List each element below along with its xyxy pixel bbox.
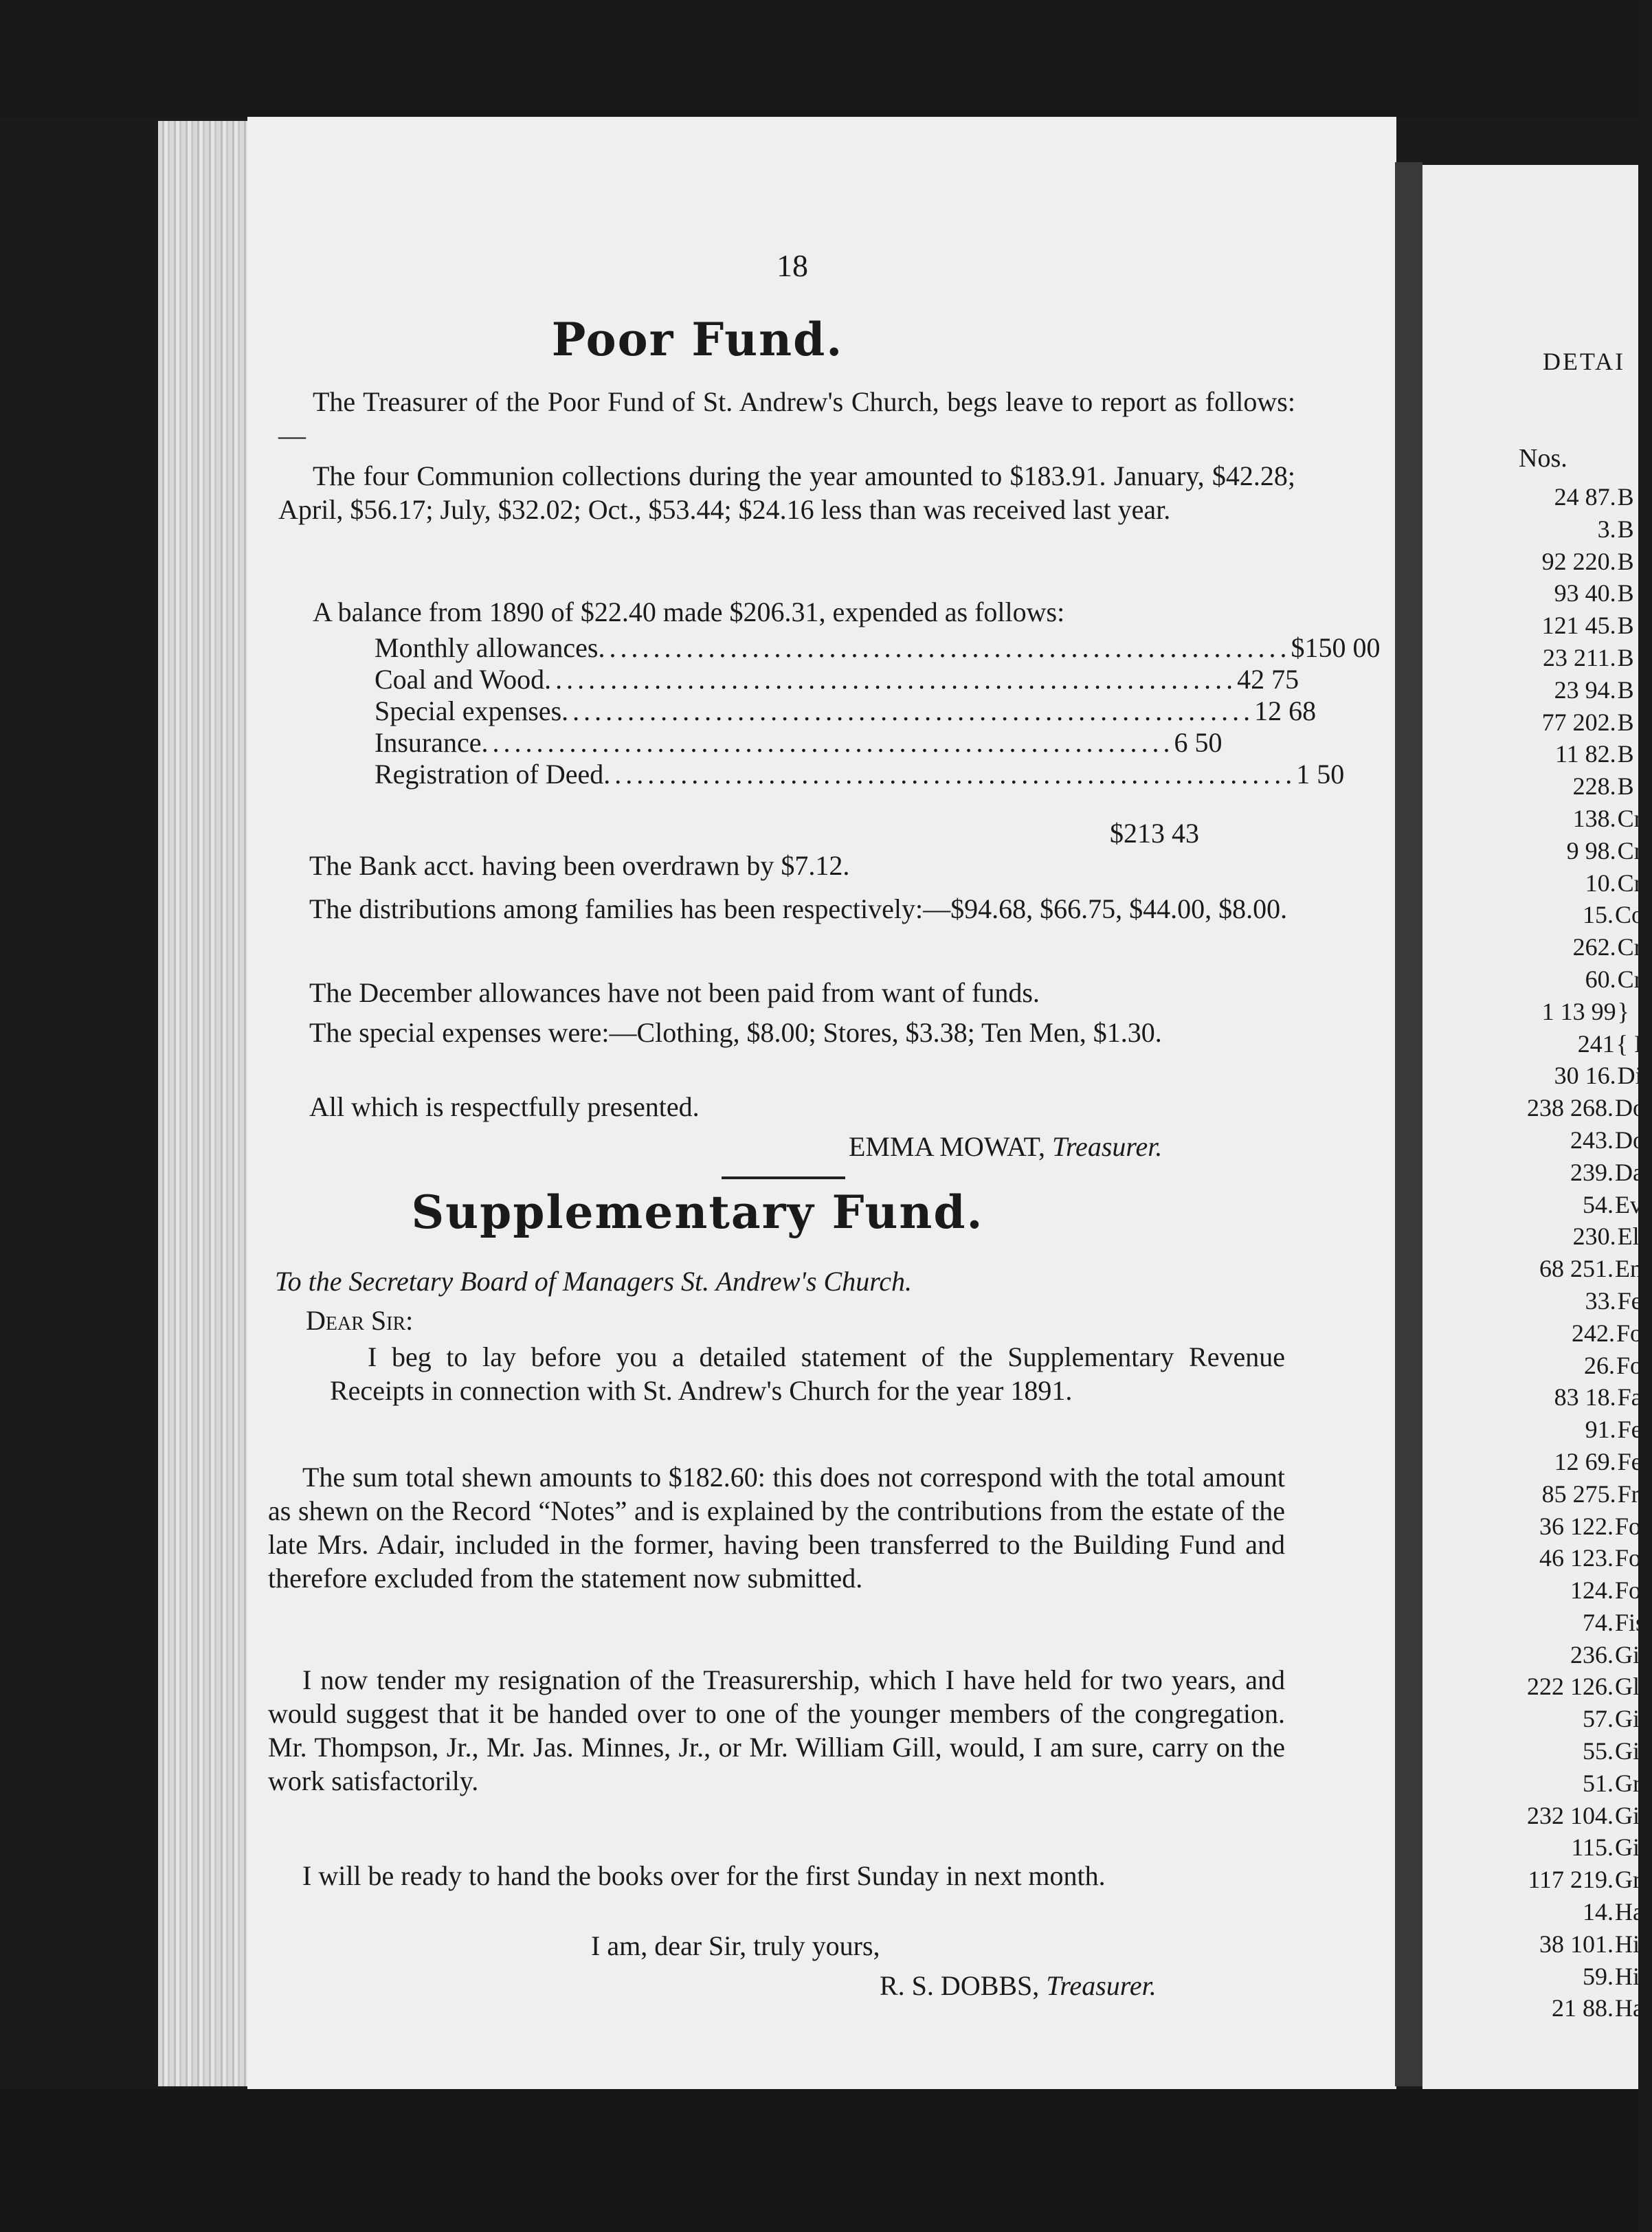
list-item-number: 85 275.	[1541, 1480, 1616, 1508]
list-item-name: Fe	[1617, 1416, 1642, 1444]
list-item-name: Gib	[1615, 1801, 1652, 1829]
list-item-number: 57.	[1583, 1705, 1614, 1733]
list-item-number: 26.	[1583, 1351, 1615, 1379]
list-item-number: 117 219.	[1528, 1866, 1614, 1894]
list-item-number: 236.	[1570, 1640, 1614, 1669]
list-item	[1436, 931, 1642, 963]
list-item-number: 230.	[1572, 1223, 1616, 1251]
list-item-name: B	[1617, 483, 1634, 511]
list-item-number: 239.	[1570, 1158, 1614, 1186]
list-item	[1436, 996, 1642, 1028]
list-item	[1436, 1350, 1642, 1382]
list-item	[1436, 899, 1642, 931]
list-item	[1436, 1414, 1642, 1446]
list-item	[1436, 835, 1642, 867]
list-item	[1436, 1767, 1652, 1800]
ledger-leader: ...............................................................	[481, 727, 1174, 758]
list-item-name: B	[1617, 547, 1634, 575]
list-item-number: 55.	[1583, 1737, 1614, 1765]
list-item-name: B	[1617, 579, 1634, 607]
list-item-name: Fa	[1617, 1383, 1642, 1411]
ledger-amount: 1 50	[1296, 759, 1345, 790]
supplementary-receipts: I beg to lay before you a detailed statement of the Supplementary Revenue Receipts in connection with St. Andrew's Church for the year 1891.	[330, 1341, 1285, 1406]
poor-fund-intro: The Treasurer of the Poor Fund of St. Andrew's Church, begs leave to report as follows:—	[278, 386, 1295, 451]
list-item	[1436, 1928, 1650, 1961]
list-item-number: 46 123.	[1539, 1544, 1614, 1572]
list-item-name: Co	[1615, 901, 1644, 929]
list-item	[1436, 1831, 1652, 1864]
signer-name: EMMA MOWAT,	[849, 1131, 1045, 1162]
poor-fund-signature	[849, 1130, 1162, 1163]
list-item-number: 33.	[1585, 1286, 1616, 1315]
list-item	[1436, 1253, 1642, 1285]
list-item	[1436, 1124, 1645, 1157]
list-item-number: 228.	[1572, 772, 1616, 801]
signer-name: R. S. DOBBS,	[880, 1970, 1040, 2001]
right-page-list	[1436, 481, 1652, 2024]
list-item-name: His	[1615, 1962, 1650, 1990]
list-item-name: B	[1617, 772, 1634, 801]
list-item	[1436, 513, 1642, 546]
list-item-number: 24 87.	[1554, 483, 1616, 511]
poor-fund-distributions: The distributions among families has been respectively:—$94.68, $66.75, $44.00, $8.00.	[309, 893, 1288, 924]
list-item-name: B	[1617, 515, 1634, 543]
list-item-number: 38 101.	[1539, 1930, 1614, 1958]
list-item-number: 242.	[1571, 1319, 1615, 1347]
list-item-number: 74.	[1583, 1608, 1614, 1636]
list-item-name: B	[1617, 708, 1634, 736]
list-item	[1436, 1028, 1642, 1060]
letter-closing: I am, dear Sir, truly yours,	[591, 1930, 880, 1961]
list-item-number: 10.	[1585, 869, 1616, 897]
ledger-label: Monthly allowances	[375, 632, 599, 663]
poor-fund-collections: The four Communion collections during the year amounted to $183.91. January, $42.28; April, $56.17; July, $32.02; Oct., $53.44; $24.16 less than was received last year.	[278, 460, 1295, 525]
list-item	[1436, 1189, 1642, 1221]
list-item	[1436, 1703, 1647, 1735]
list-item-name: B	[1617, 740, 1634, 768]
page-number: 18	[777, 248, 808, 283]
letter-salutation: Dear Sir:	[306, 1305, 414, 1336]
list-item-number: 12 69.	[1554, 1447, 1616, 1475]
right-page-heading: DETAI	[1543, 348, 1626, 375]
list-item	[1436, 1574, 1649, 1607]
list-item-name: Cr	[1617, 933, 1642, 961]
ledger-amount: 12 68	[1254, 695, 1317, 726]
list-item-number: 14.	[1583, 1898, 1614, 1926]
list-item-number: 3.	[1597, 515, 1616, 543]
list-item	[1436, 610, 1642, 642]
list-item-name: En	[1615, 1255, 1642, 1283]
list-item-name: { I	[1616, 1029, 1642, 1058]
scan-background-top	[0, 0, 1638, 117]
list-item-number: 23 211.	[1542, 643, 1616, 671]
list-item-number: 11 82.	[1554, 740, 1616, 768]
scan-background-bottom	[0, 2089, 1638, 2232]
supplementary-signature	[880, 1969, 1157, 2002]
list-item-number: 15.	[1583, 901, 1614, 929]
list-item-name: Gra	[1615, 1769, 1652, 1797]
signer-role: Treasurer.	[1051, 1131, 1163, 1162]
poor-fund-special: The special expenses were:—Clothing, $8.00; Stores, $3.38; Ten Men, $1.30.	[309, 1017, 1162, 1048]
list-item-number: 83 18.	[1554, 1383, 1616, 1411]
list-item	[1436, 1381, 1642, 1414]
ledger-label: Special expenses	[375, 695, 562, 726]
list-item	[1436, 1478, 1642, 1510]
list-item-number: 77 202.	[1541, 708, 1616, 736]
list-item-name: Fe	[1617, 1286, 1642, 1315]
list-item	[1436, 1961, 1650, 1993]
list-item	[1436, 963, 1642, 996]
expense-ledger	[375, 632, 1381, 849]
list-item-number: 1 13 99	[1541, 997, 1616, 1025]
list-item-name: Gil	[1615, 1705, 1647, 1733]
ledger-row	[375, 695, 1317, 727]
list-item-name: Da	[1615, 1158, 1644, 1186]
list-item-name: B	[1617, 643, 1634, 671]
ledger-label: Registration of Deed	[375, 759, 604, 790]
supplementary-fund-title: Supplementary Fund.	[411, 1185, 984, 1239]
poor-fund-balance: A balance from 1890 of $22.40 made $206.31, expended as follows:	[313, 596, 1065, 627]
list-item	[1436, 867, 1642, 900]
list-item	[1436, 1317, 1642, 1350]
list-item-name: Do	[1615, 1126, 1645, 1154]
list-item-name: Fr	[1617, 1480, 1640, 1508]
ledger-amount: 42 75	[1237, 664, 1299, 695]
list-item	[1436, 1992, 1652, 2024]
list-item	[1436, 1510, 1649, 1543]
list-item	[1436, 738, 1642, 770]
list-item	[1436, 674, 1642, 706]
list-item	[1436, 1735, 1647, 1767]
ledger-amount: 6 50	[1174, 727, 1223, 758]
list-item-name: Fol	[1615, 1544, 1649, 1572]
list-item-number: 51.	[1583, 1769, 1614, 1797]
letter-address: To the Secretary Board of Managers St. Andrew's Church.	[275, 1266, 913, 1297]
list-item	[1436, 1446, 1642, 1478]
poor-fund-overdraft: The Bank acct. having been overdrawn by $7.12.	[309, 850, 850, 881]
list-item-name: B	[1617, 612, 1634, 640]
list-item-name: Do	[1615, 1094, 1645, 1122]
list-item	[1436, 1157, 1642, 1189]
ledger-total-row	[375, 818, 1199, 849]
list-item	[1436, 1092, 1645, 1124]
list-item-number: 115.	[1571, 1833, 1614, 1862]
list-item	[1436, 1800, 1652, 1832]
list-item-name: Gil	[1615, 1640, 1647, 1669]
list-item-number: 30 16.	[1554, 1062, 1616, 1090]
list-item	[1436, 706, 1642, 739]
list-item-name: Fe	[1617, 1447, 1642, 1475]
list-item-name: Fo	[1616, 1319, 1642, 1347]
list-item-name: Gla	[1615, 1673, 1651, 1701]
list-item-name: B	[1617, 676, 1634, 704]
list-item-name: }	[1617, 997, 1629, 1025]
list-item	[1436, 1671, 1651, 1703]
poor-fund-december: The December allowances have not been paid from want of funds.	[309, 977, 1040, 1008]
list-item	[1436, 770, 1642, 803]
list-item-name: El	[1617, 1223, 1640, 1251]
supplementary-resignation: I now tender my resignation of the Treasurership, which I have held for two years, and would suggest that it be handed over to one of the younger members of the congregation. Mr. Thompson, Jr., Mr. Jas. Minnes, Jr., or Mr. William Gill, would, I am sure, carry on the work satisfactorily.	[268, 1664, 1285, 1796]
list-item-number: 93 40.	[1554, 579, 1616, 607]
list-item	[1436, 1542, 1649, 1574]
list-item	[1436, 1285, 1642, 1317]
list-item-name: Fol	[1615, 1512, 1649, 1540]
list-item	[1436, 1220, 1642, 1253]
list-item-name: Cr	[1617, 836, 1642, 864]
list-item-name: His	[1615, 1930, 1650, 1958]
book-page-edges	[158, 121, 254, 2086]
list-item-number: 23 94.	[1554, 676, 1616, 704]
list-item-number: 124.	[1570, 1576, 1614, 1605]
list-item-name: Cr	[1617, 804, 1642, 832]
ledger-row	[375, 759, 1345, 790]
ledger-leader: ...............................................................	[603, 759, 1297, 790]
list-item-name: Ev	[1615, 1190, 1642, 1218]
ledger-row	[375, 632, 1381, 664]
list-item-number: 36 122.	[1539, 1512, 1614, 1540]
section-divider	[722, 1176, 845, 1179]
list-item	[1436, 577, 1642, 610]
list-item	[1436, 1607, 1646, 1639]
list-item-number: 138.	[1572, 804, 1616, 832]
ledger-leader: ...............................................................	[561, 695, 1255, 726]
list-item-name: Cr	[1617, 965, 1642, 993]
ledger-row	[375, 664, 1299, 695]
list-item-name: Fo	[1616, 1351, 1642, 1379]
list-item-number: 222 126.	[1527, 1673, 1614, 1701]
book-gutter	[1395, 162, 1422, 2086]
ledger-leader: ...............................................................	[544, 664, 1238, 695]
poor-fund-closing: All which is respectfully presented.	[309, 1091, 700, 1122]
list-item-name: Gra	[1615, 1866, 1652, 1894]
ledger-row	[375, 727, 1223, 759]
list-item-name: Fol	[1615, 1576, 1649, 1605]
list-item-name: Har	[1615, 1898, 1652, 1926]
list-item-number: 232 104.	[1527, 1801, 1614, 1829]
list-item	[1436, 1896, 1652, 1928]
list-item	[1436, 1639, 1647, 1671]
list-item-name: Gil	[1615, 1737, 1647, 1765]
list-item	[1436, 1060, 1642, 1092]
ledger-amount: $150 00	[1291, 632, 1381, 663]
supplementary-sum-total: The sum total shewn amounts to $182.60: this does not correspond with the total amount as shewn on the Record “Notes” and is explained by the contributions from the estate of the late Mrs. Adair, included in the former, having been transferred to the Building Fund and therefore excluded from the statement now submitted.	[268, 1462, 1285, 1594]
list-item-number: 91.	[1585, 1416, 1616, 1444]
ledger-label: Coal and Wood	[375, 664, 545, 695]
list-item-number: 243.	[1570, 1126, 1614, 1154]
list-item	[1436, 546, 1642, 578]
list-item-number: 60.	[1585, 965, 1616, 993]
list-item-number: 9 98.	[1566, 836, 1616, 864]
list-item-number: 262.	[1572, 933, 1616, 961]
poor-fund-title: Poor Fund.	[551, 313, 844, 366]
list-item-name: Di	[1617, 1062, 1642, 1090]
supplementary-books: I will be ready to hand the books over for the first Sunday in next month.	[302, 1860, 1106, 1891]
list-item	[1436, 803, 1642, 835]
signer-role: Treasurer.	[1046, 1970, 1157, 2001]
list-item-number: 241	[1577, 1029, 1615, 1058]
list-item	[1436, 481, 1642, 513]
list-item-number: 59.	[1583, 1962, 1614, 1990]
list-item-number: 121 45.	[1541, 612, 1616, 640]
list-item-number: 54.	[1583, 1190, 1614, 1218]
list-item-number: 92 220.	[1541, 547, 1616, 575]
list-item-number: 21 88.	[1552, 1994, 1614, 2022]
list-item-number: 238 268.	[1527, 1094, 1614, 1122]
list-item-number: 68 251.	[1539, 1255, 1614, 1283]
list-item-name: Har	[1615, 1994, 1652, 2022]
list-item-name: Gib	[1615, 1833, 1652, 1862]
list-item	[1436, 1864, 1652, 1896]
list-item-name: Cr	[1617, 869, 1642, 897]
right-page-nos-label: Nos.	[1519, 444, 1567, 473]
ledger-label: Insurance	[375, 727, 482, 758]
ledger-total: $213 43	[1110, 818, 1199, 849]
list-item-name: Fis	[1615, 1608, 1646, 1636]
list-item	[1436, 642, 1642, 674]
ledger-leader: ...............................................................	[598, 632, 1291, 663]
